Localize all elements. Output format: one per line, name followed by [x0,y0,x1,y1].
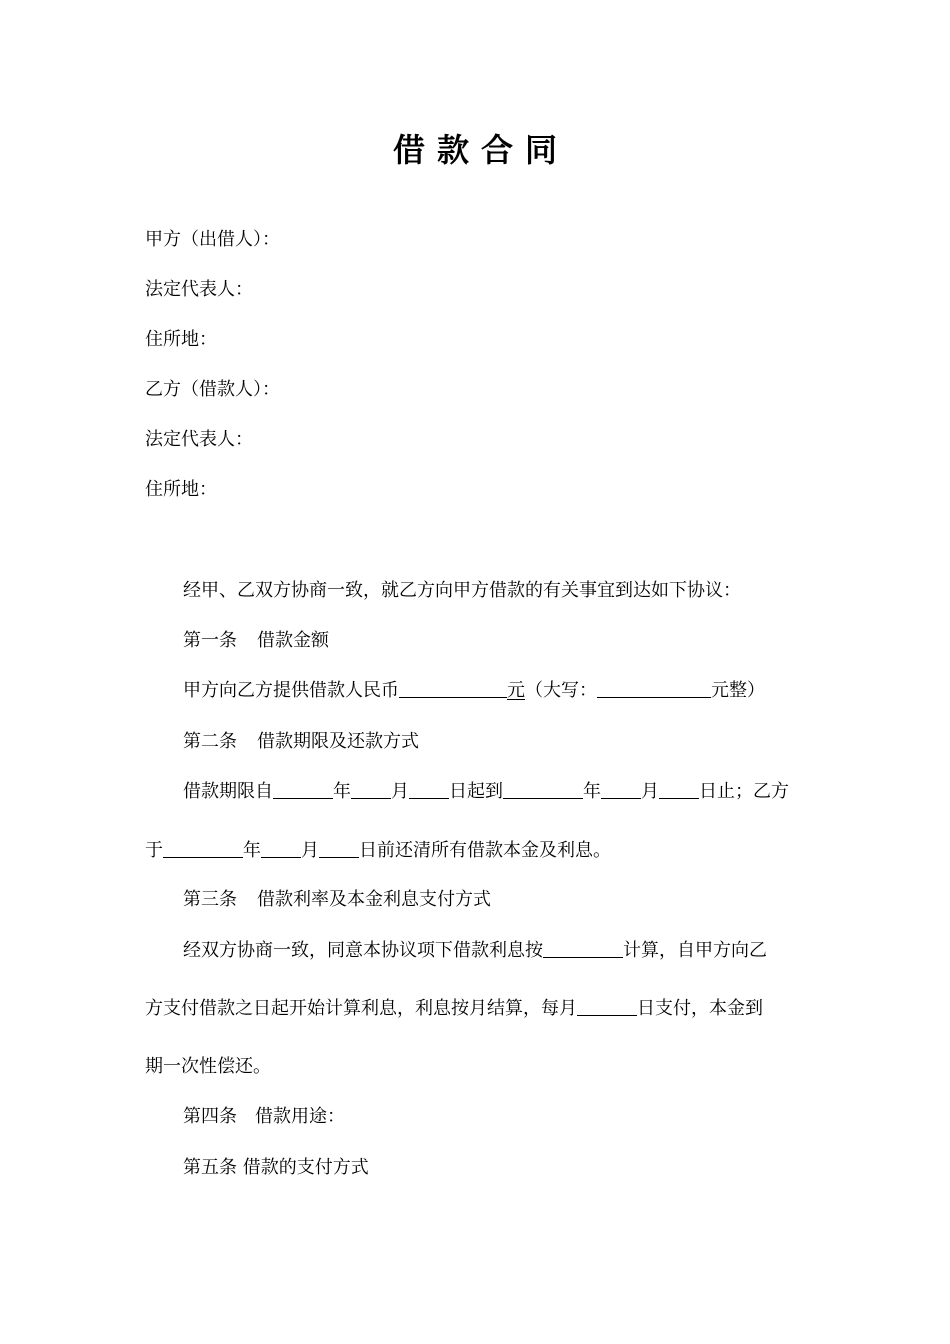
yuan-unit: 元 [507,680,525,701]
article1-text: 甲方向乙方提供借款人民币 [183,680,399,701]
year-label: 年 [243,840,261,861]
month-label: 月 [391,781,409,802]
start-day-blank[interactable] [409,778,449,799]
repay-month-blank[interactable] [261,837,301,858]
article1-body [183,677,765,705]
month-label: 月 [301,840,319,861]
party-a-label: 甲方（出借人）： [145,229,280,250]
article4-heading: 第四条 借款用途： [183,1106,345,1127]
article3-title: 借款利率及本金利息支付方式 [257,889,491,910]
term-from-label: 借款期限自 [183,781,273,802]
amount-capital-blank[interactable] [597,677,711,698]
intro-paragraph: 经甲、乙双方协商一致，就乙方向甲方借款的有关事宜到达如下协议： [183,580,741,601]
party-b-label: 乙方（借款人）： [145,379,280,400]
payment-day-blank[interactable] [577,995,637,1016]
article5-heading: 第五条 借款的支付方式 [183,1157,369,1178]
document-title: 借款合同 [392,131,569,169]
repay-text: 日前还清所有借款本金及利息。 [359,840,611,861]
party-b-rep-label: 法定代表人： [145,429,253,450]
month-label: 月 [641,781,659,802]
day-end-label: 日止；乙方 [699,781,789,802]
article3-line1 [183,937,767,965]
party-a-address-label: 住所地： [145,329,217,350]
article3-line2 [145,995,763,1023]
interest-rate-blank[interactable] [543,937,623,958]
party-b-address-label: 住所地： [145,479,217,500]
interest-text-line2-cont: 日支付，本金到 [637,998,763,1019]
interest-text: 经双方协商一致，同意本协议项下借款利息按 [183,940,543,961]
interest-text-line2: 方支付借款之日起开始计算利息，利息按月结算，每月 [145,998,577,1019]
end-year-blank[interactable] [503,778,583,799]
repay-year-blank[interactable] [163,837,243,858]
article2-line1 [183,778,789,806]
article2-number: 第二条 [183,731,237,752]
end-month-blank[interactable] [601,778,641,799]
year-label: 年 [583,781,601,802]
day-to-label: 日起到 [449,781,503,802]
capital-label: （大写： [525,680,597,701]
article1-number: 第一条 [183,630,237,651]
article1-title: 借款金额 [257,630,329,651]
article2-title: 借款期限及还款方式 [257,731,419,752]
article2-heading [183,728,419,756]
year-label: 年 [333,781,351,802]
article1-heading [183,627,329,655]
article3-heading [183,886,491,914]
yuan-whole-label: 元整） [711,680,765,701]
interest-text-cont: 计算，自甲方向乙 [623,940,767,961]
amount-blank[interactable] [399,677,507,698]
article3-line3: 期一次性偿还。 [145,1056,271,1077]
start-month-blank[interactable] [351,778,391,799]
article2-line2 [145,837,611,865]
article3-number: 第三条 [183,889,237,910]
start-year-blank[interactable] [273,778,333,799]
repay-by-label: 于 [145,840,163,861]
end-day-blank[interactable] [659,778,699,799]
party-a-rep-label: 法定代表人： [145,279,253,300]
repay-day-blank[interactable] [319,837,359,858]
